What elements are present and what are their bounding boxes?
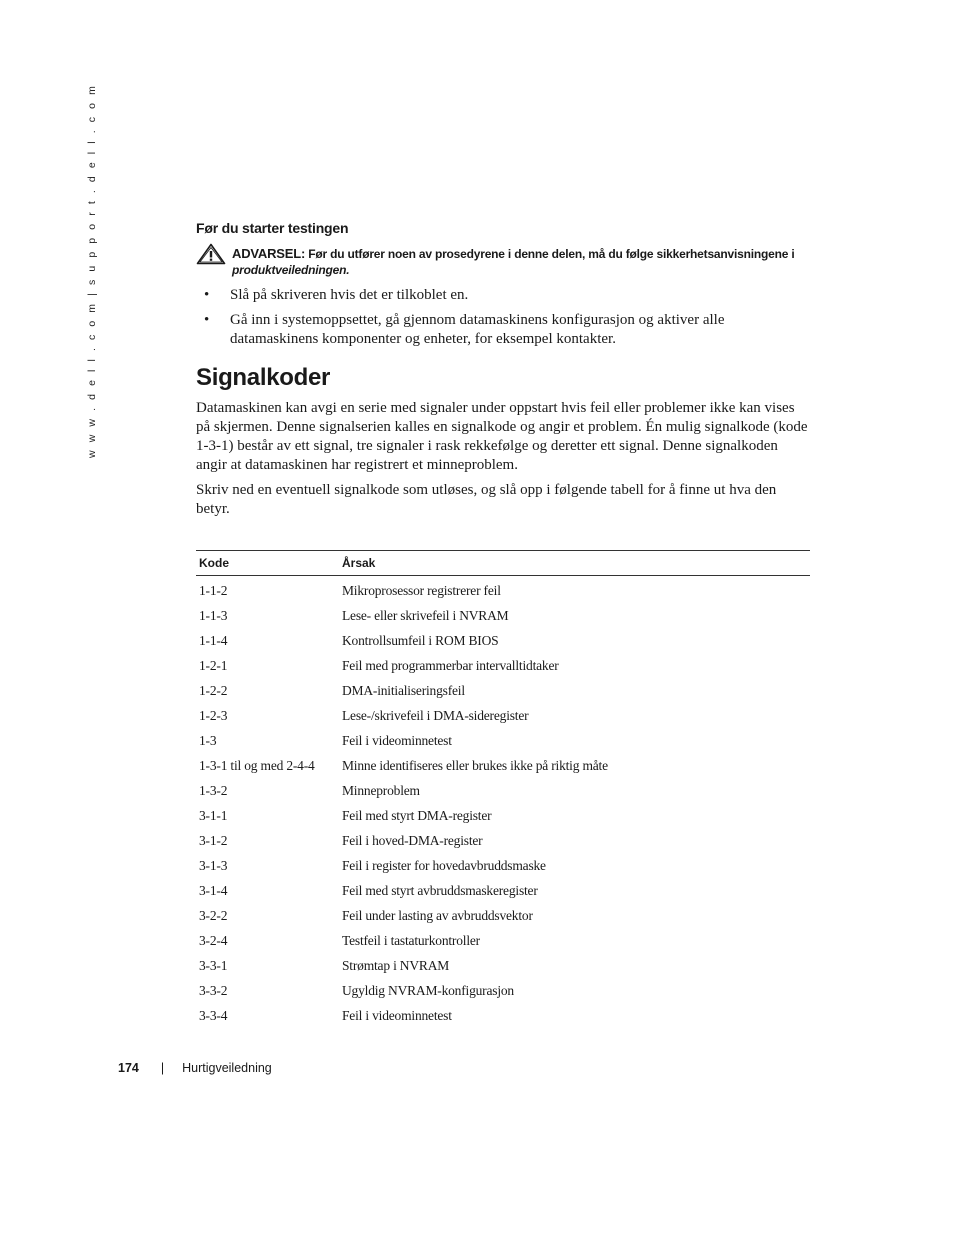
code-cell: 3-2-2	[199, 907, 228, 923]
page-number: 174	[118, 1061, 139, 1075]
cause-cell: Ugyldig NVRAM-konfigurasjon	[342, 982, 514, 998]
code-cell: 1-3-1 til og med 2-4-4	[199, 757, 315, 773]
table-row	[196, 878, 810, 903]
list-item-text: Gå inn i systemoppsettet, gå gjennom datamaskinens konfigurasjon og aktiver alle datamaskinens komponenter og enheter, for eksempel kontakter.	[230, 312, 725, 347]
section-heading: Før du starter testingen	[196, 220, 349, 236]
table-row	[196, 728, 810, 753]
code-cell: 1-1-3	[199, 607, 228, 623]
code-cell: 3-3-2	[199, 982, 228, 998]
code-cell: 1-2-2	[199, 682, 228, 698]
code-cell: 3-1-2	[199, 832, 228, 848]
cause-cell: Feil under lasting av avbruddsvektor	[342, 907, 533, 923]
cause-cell: Feil i videominnetest	[342, 1007, 452, 1023]
cause-cell: Feil med styrt avbruddsmaskeregister	[342, 882, 538, 898]
cause-cell: Feil i videominnetest	[342, 732, 452, 748]
table-row	[196, 953, 810, 978]
paragraph: Datamaskinen kan avgi en serie med signaler under oppstart hvis feil eller problemer ikke kan vises på skjermen. Denne signalserien kalles en signalkode og angir et problem. Én mulig signalkode (kode 1-3-1) består av ett signal, tre signaler i rask rekkefølge og deretter ett signal. Denne signalkoden angir at datamaskinen har registrert et minneproblem.	[196, 400, 808, 473]
cause-cell: Minneproblem	[342, 782, 420, 798]
table-row	[196, 678, 810, 703]
warning-box	[196, 246, 810, 278]
list-item-text: Slå på skriveren hvis det er tilkoblet en.	[230, 287, 469, 303]
code-cell: 1-3-2	[199, 782, 228, 798]
table-row	[196, 653, 810, 678]
code-cell: 1-2-3	[199, 707, 228, 723]
code-cell: 3-3-1	[199, 957, 228, 973]
warning-label: ADVARSEL:	[232, 246, 306, 261]
table-row	[196, 803, 810, 828]
warning-triangle-icon	[196, 243, 226, 265]
cause-cell: Mikroprosessor registrerer feil	[342, 582, 501, 598]
warning-body: Før du utfører noen av prosedyrene i denne delen, må du følge sikkerhetsanvisningene i	[308, 247, 795, 261]
cause-cell: Lese- eller skrivefeil i NVRAM	[342, 607, 509, 623]
table-row	[196, 828, 810, 853]
bullet-icon: •	[204, 312, 210, 328]
column-header-cause: Årsak	[339, 551, 810, 576]
table-row	[196, 753, 810, 778]
cause-cell: Strømtap i NVRAM	[342, 957, 450, 973]
cause-cell: Feil i hoved-DMA-register	[342, 832, 483, 848]
cause-cell: Feil i register for hovedavbruddsmaske	[342, 857, 546, 873]
table-row	[196, 703, 810, 728]
side-url: w w w . d e l l . c o m | s u p p o r t . d e l l . c o m	[86, 83, 98, 458]
cause-cell: DMA-initialiseringsfeil	[342, 682, 465, 698]
page-title: Signalkoder	[196, 364, 331, 391]
cause-cell: Kontrollsumfeil i ROM BIOS	[342, 632, 499, 648]
code-cell: 3-2-4	[199, 932, 228, 948]
code-cell: 3-1-3	[199, 857, 228, 873]
page-footer	[118, 1061, 272, 1075]
table-row	[196, 1003, 810, 1028]
table-row	[196, 853, 810, 878]
column-header-code: Kode	[196, 551, 339, 576]
code-cell: 1-1-4	[199, 632, 228, 648]
code-cell: 3-1-4	[199, 882, 228, 898]
cause-cell: Minne identifiseres eller brukes ikke på riktig måte	[342, 757, 608, 773]
table-row	[196, 928, 810, 953]
code-cell: 3-1-1	[199, 807, 228, 823]
code-cell: 1-1-2	[199, 582, 228, 598]
warning-text	[232, 246, 810, 278]
cause-cell: Lese-/skrivefeil i DMA-sideregister	[342, 707, 529, 723]
list-item	[196, 286, 810, 305]
code-cell: 1-3	[199, 732, 217, 748]
table-row	[196, 603, 810, 628]
bullet-icon: •	[204, 287, 210, 303]
code-cell: 1-2-1	[199, 657, 228, 673]
beep-code-table	[196, 550, 810, 1028]
footer-separator: |	[160, 1061, 165, 1075]
warning-link-text: produktveiledningen.	[232, 263, 350, 277]
table-row	[196, 778, 810, 803]
paragraph: Skriv ned en eventuell signalkode som utløses, og slå opp i følgende tabell for å finne ut hva den betyr.	[196, 482, 777, 517]
main-content	[196, 220, 810, 519]
table-header-row	[196, 551, 810, 576]
bullet-list	[196, 286, 810, 349]
list-item	[196, 311, 810, 349]
cause-cell: Feil med styrt DMA-register	[342, 807, 492, 823]
footer-doc-title: Hurtigveiledning	[182, 1061, 272, 1075]
table-row	[196, 628, 810, 653]
table-row	[196, 978, 810, 1003]
table-row	[196, 576, 810, 604]
table-row	[196, 903, 810, 928]
code-cell: 3-3-4	[199, 1007, 228, 1023]
cause-cell: Testfeil i tastaturkontroller	[342, 932, 480, 948]
cause-cell: Feil med programmerbar intervalltidtaker	[342, 657, 559, 673]
